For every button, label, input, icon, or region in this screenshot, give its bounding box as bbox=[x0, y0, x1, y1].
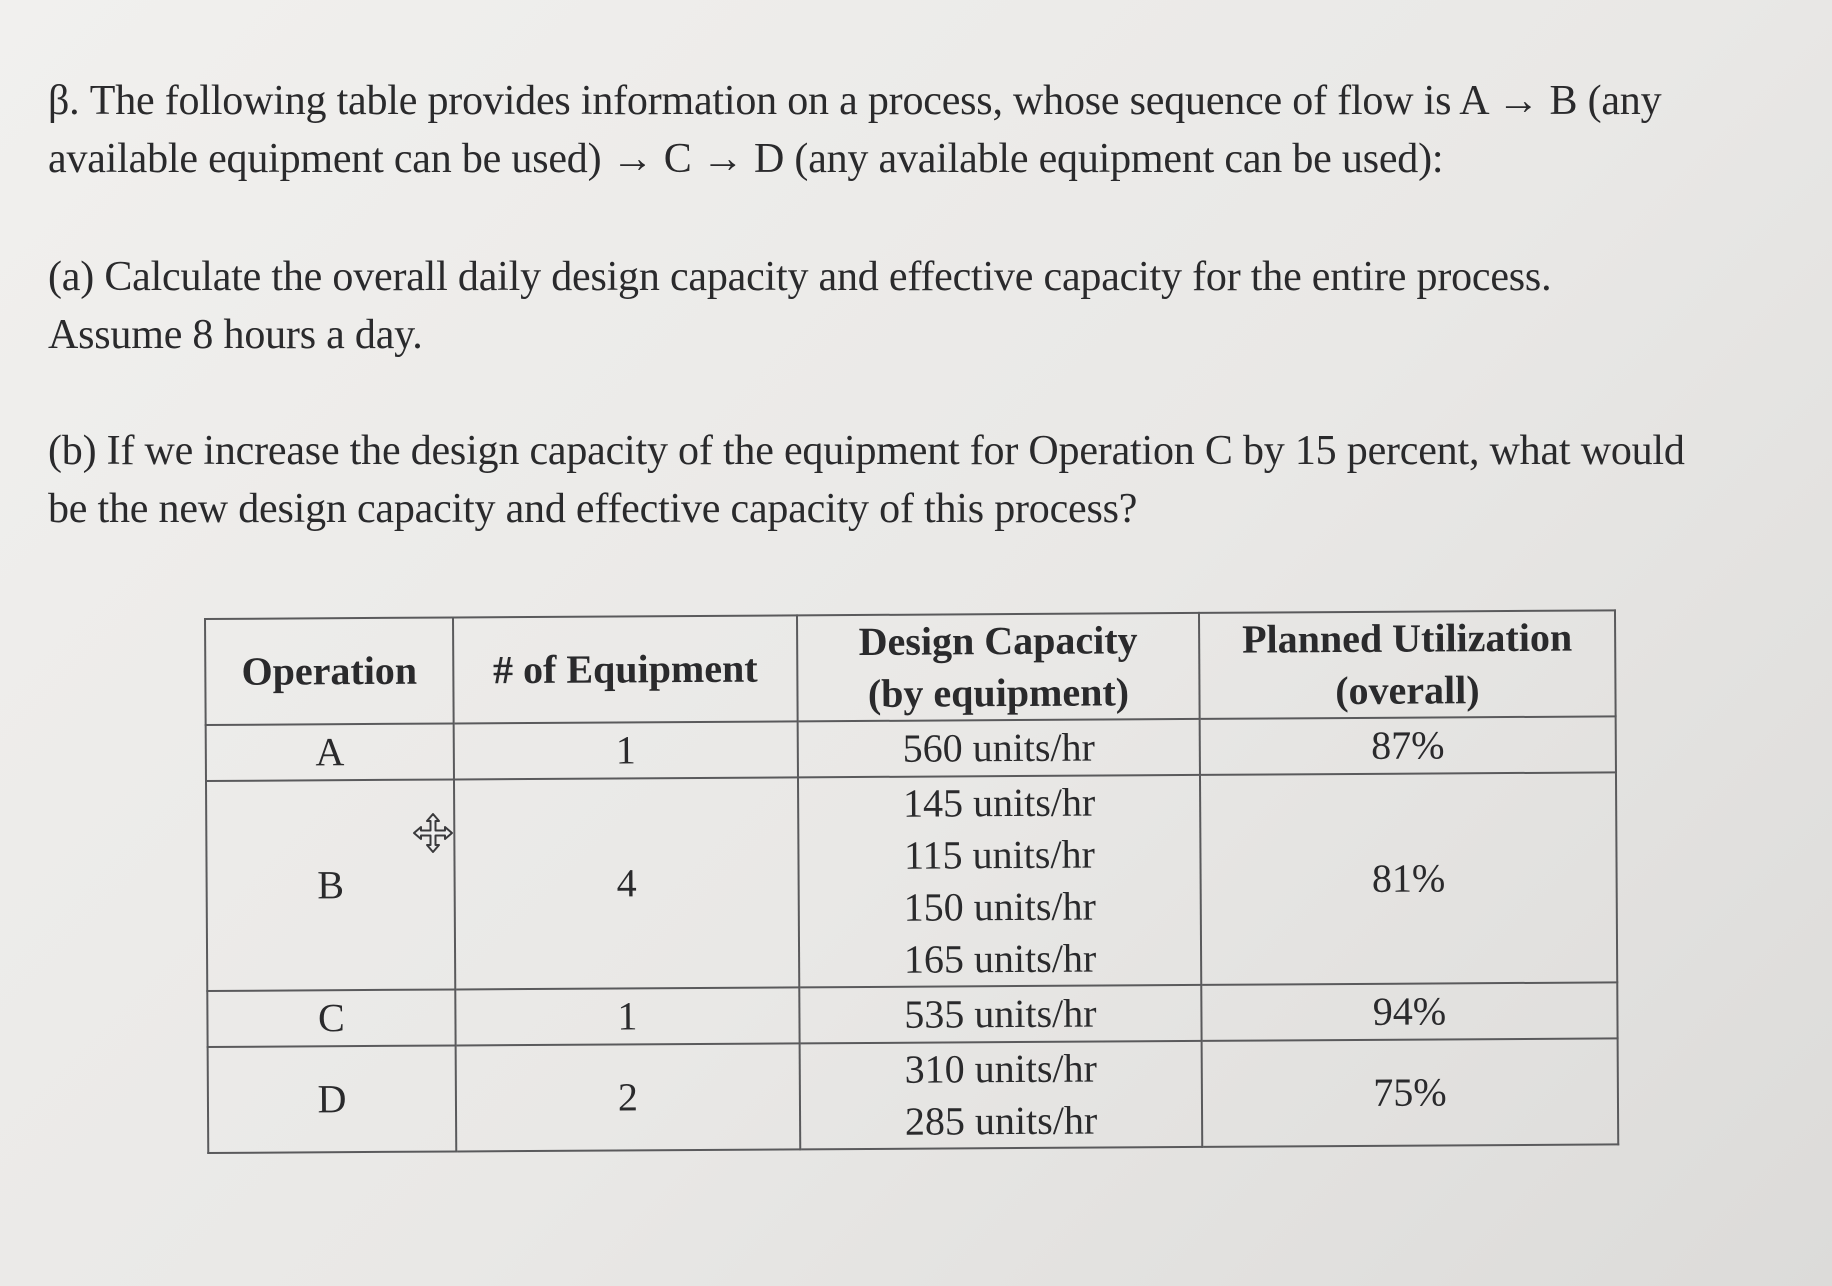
cell-equipment: 1 bbox=[454, 721, 798, 779]
cell-equipment: 2 bbox=[456, 1043, 801, 1151]
cell-operation: A bbox=[206, 723, 454, 781]
question-part-b: (b) If we increase the design capacity of the equipment for Operation C by 15 percent, what would be the new design capacity and effective capacity of this process? bbox=[48, 428, 1685, 532]
header-utilization-line1: Planned Utilization bbox=[1241, 614, 1573, 662]
capacity-value: 285 units/hr bbox=[904, 1097, 1098, 1144]
cell-equipment: 4 bbox=[454, 777, 799, 989]
header-equipment: # of Equipment bbox=[453, 615, 798, 723]
header-utilization bbox=[1199, 610, 1616, 719]
cell-capacity bbox=[800, 1041, 1203, 1149]
header-design-capacity-line1: Design Capacity bbox=[858, 617, 1138, 665]
cell-utilization: 87% bbox=[1200, 716, 1616, 775]
capacity-value: 560 units/hr bbox=[902, 724, 1096, 771]
cell-utilization: 94% bbox=[1201, 982, 1617, 1041]
table-row-c bbox=[207, 982, 1617, 1047]
capacity-value: 535 units/hr bbox=[904, 990, 1097, 1037]
header-operation: Operation bbox=[205, 617, 454, 725]
header-design-capacity bbox=[797, 613, 1200, 721]
cell-operation: B bbox=[206, 779, 455, 991]
process-table-container bbox=[204, 609, 1617, 1148]
capacity-value: 145 units/hr bbox=[902, 779, 1096, 826]
cell-operation: D bbox=[208, 1045, 457, 1153]
cell-equipment: 1 bbox=[455, 987, 799, 1045]
move-cursor-icon[interactable] bbox=[412, 812, 454, 854]
table-row-d bbox=[208, 1038, 1619, 1153]
cell-operation: C bbox=[207, 989, 455, 1047]
table-header-row bbox=[205, 610, 1616, 725]
cell-utilization: 81% bbox=[1200, 772, 1617, 985]
capacity-value: 310 units/hr bbox=[904, 1045, 1098, 1092]
capacity-value: 165 units/hr bbox=[903, 935, 1097, 982]
capacity-value: 115 units/hr bbox=[903, 831, 1095, 878]
table-row-b bbox=[206, 772, 1617, 991]
header-design-capacity-line2: (by equipment) bbox=[867, 669, 1130, 716]
question-intro: β. The following table provides information on a process, whose sequence of flow is A → B (any available equipment can be used) → C → D (any available equipment can be used): bbox=[48, 78, 1662, 182]
capacity-value: 150 units/hr bbox=[903, 883, 1097, 930]
question-part-a: (a) Calculate the overall daily design capacity and effective capacity for the entire process. Assume 8 hours a day. bbox=[48, 254, 1552, 358]
cell-capacity bbox=[798, 775, 1201, 987]
header-utilization-line2: (overall) bbox=[1335, 667, 1480, 714]
cell-capacity bbox=[798, 719, 1200, 777]
table-row-a bbox=[206, 716, 1616, 781]
cell-capacity bbox=[799, 985, 1201, 1043]
process-table bbox=[204, 609, 1619, 1154]
cell-utilization: 75% bbox=[1202, 1038, 1619, 1147]
